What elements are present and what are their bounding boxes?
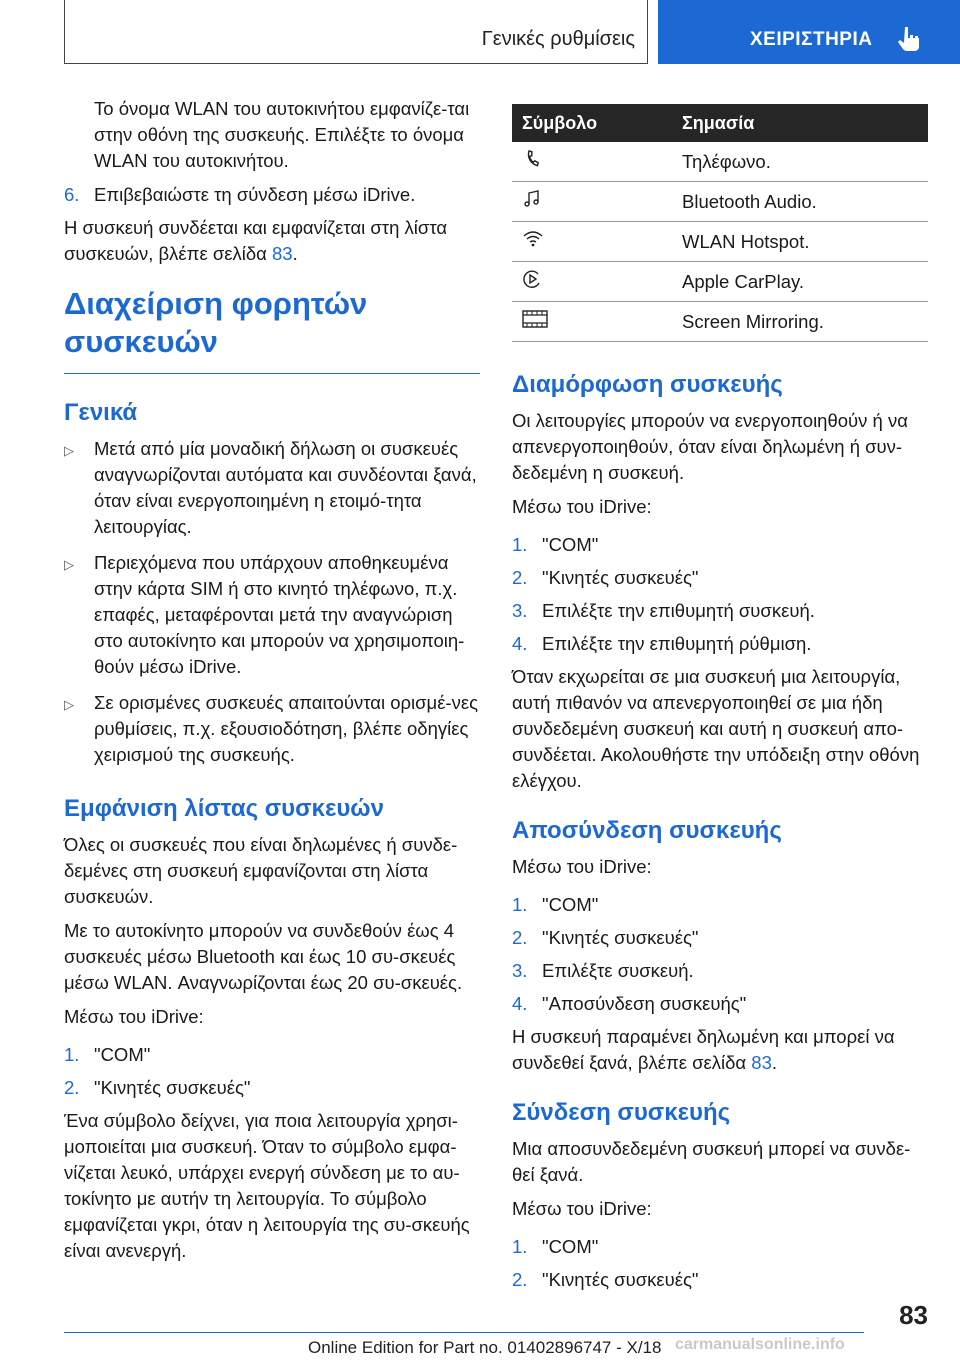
general-heading: Γενικά	[64, 399, 138, 426]
config-p2: Όταν εκχωρείται σε μια συσκευή μια λειτουργία, αυτή πιθανόν να απενεργοποιηθεί σε μια ήδη συνδεδεμένη συσκευή και αυτή η συσκευή απο-συνδέεται. Ακολουθήστε την υπόδειξη στην οθόνη ελέγχου.	[512, 666, 920, 791]
screen-mirroring-icon	[522, 309, 548, 329]
pointing-hand-icon	[896, 24, 924, 52]
left-column	[64, 96, 480, 1272]
disconnect-p: Η συσκευή παραμένει δηλωμένη και μπορεί να συνδεθεί ξανά, βλέπε σελίδα 83.	[512, 1026, 895, 1073]
connected-text: Η συσκευή συνδέεται και εμφανίζεται στη λίστα συσκευών, βλέπε σελίδα 83.	[64, 217, 448, 264]
header-section-box	[64, 0, 648, 64]
device-list-heading: Εμφάνιση λίστας συσκευών	[64, 795, 384, 822]
via-idrive: Μέσω του iDrive:	[512, 1198, 652, 1219]
bullet-item: ▷ Μετά από μία μοναδική δήλωση οι συσκευές αναγνωρίζονται αυτόματα και συνδέονται ξανά, όταν είναι ενεργοποιημένη η ετοιμό-τητα λειτουργίας.	[64, 436, 480, 540]
wlan-intro-text: Το όνομα WLAN του αυτοκινήτου εμφανίζε-ται στην οθόνη της συσκευής. Επιλέξτε το όνομα WLAN του αυτοκινήτου.	[94, 98, 470, 171]
watermark: carmanualsonline.info	[675, 1336, 845, 1353]
step-2: 2. "Κινητές συσκευές"	[64, 1077, 251, 1098]
connect-heading: Σύνδεση συσκευής	[512, 1099, 731, 1126]
disconnect-step: 4. "Αποσύνδεση συσκευής"	[512, 993, 747, 1014]
symbol-table	[512, 104, 928, 342]
config-p1: Οι λειτουργίες μπορούν να ενεργοποιηθούν ή να απενεργοποιηθούν, όταν είναι δηλωμένη ή συν-δεδεμένη η συσκευή.	[512, 410, 908, 483]
table-row: Screen Mirroring.	[512, 302, 928, 342]
via-idrive: Μέσω του iDrive:	[512, 496, 652, 517]
header-chapter-title: ΧΕΙΡΙΣΤΗΡΙΑ	[750, 29, 873, 50]
header-section-title: Γενικές ρυθμίσεις	[481, 28, 635, 50]
step-1: 1. "COM"	[64, 1044, 151, 1065]
symbol-column-header: Σύμβολο	[512, 104, 672, 142]
main-title-block	[64, 285, 480, 374]
device-list-p2: Με το αυτοκίνητο μπορούν να συνδεθούν έως 4 συσκευές μέσω Bluetooth και έως 10 συ-σκευές μέσω WLAN. Αναγνωρίζονται έως 20 συ-σκευές.	[64, 920, 463, 993]
via-idrive: Μέσω του iDrive:	[64, 1006, 204, 1027]
right-column	[512, 104, 928, 1300]
footer-divider	[64, 1332, 864, 1333]
disconnect-step: 1. "COM"	[512, 894, 599, 915]
device-list-p1: Όλες οι συσκευές που είναι δηλωμένες ή συνδε-δεμένες στη συσκευή εμφανίζονται στη λίστα συσκευών.	[64, 834, 458, 907]
main-title: Διαχείριση φορητών συσκευών	[64, 286, 368, 359]
connect-step: 2. "Κινητές συσκευές"	[512, 1269, 699, 1290]
play-circle-icon	[522, 269, 542, 289]
triangle-bullet-icon: ▷	[64, 443, 74, 458]
bullet-item: ▷ Περιεχόμενα που υπάρχουν αποθηκευμένα στην κάρτα SIM ή στο κινητό τηλέφωνο, π.χ. επαφές, μεταφέρονται μετά την αναγνώριση στο αυτοκίνητο και μπορούν να χρησιμοποιη-θούν μέσω iDrive.	[64, 550, 480, 680]
table-row: Τηλέφωνο.	[512, 142, 928, 182]
meaning-column-header: Σημασία	[672, 104, 928, 142]
page-link[interactable]: 83	[272, 243, 293, 264]
symbol-explanation: Ένα σύμβολο δείχνει, για ποια λειτουργία χρησι-μοποιείται μια συσκευή. Όταν το σύμβολο εμφα-νίζεται λευκό, υπάρχει ενεργή σύνδεση με το αυ-τοκίνητο με αυτήν τη λειτουργία. Το σύμβολο εμφανίζεται γκρι, όταν η λειτουργία της συ-σκευής είναι ανενεργή.	[64, 1110, 470, 1261]
triangle-bullet-icon: ▷	[64, 557, 74, 572]
disconnect-heading: Αποσύνδεση συσκευής	[512, 817, 782, 844]
bullet-item: ▷ Σε ορισμένες συσκευές απαιτούνται ορισμέ-νες ρυθμίσεις, π.χ. εξουσιοδότηση, βλέπε οδηγίες χειρισμού της συσκευής.	[64, 690, 480, 768]
config-step: 4. Επιλέξτε την επιθυμητή ρύθμιση.	[512, 633, 812, 654]
music-note-icon	[522, 189, 542, 209]
header-chapter-box	[658, 0, 960, 64]
triangle-bullet-icon: ▷	[64, 697, 74, 712]
table-row: Bluetooth Audio.	[512, 182, 928, 222]
config-step: 3. Επιλέξτε την επιθυμητή συσκευή.	[512, 600, 815, 621]
page-number: 83	[899, 1300, 928, 1330]
page-link[interactable]: 83	[751, 1052, 772, 1073]
via-idrive: Μέσω του iDrive:	[512, 856, 652, 877]
disconnect-step: 3. Επιλέξτε συσκευή.	[512, 960, 694, 981]
step-text: Επιβεβαιώστε τη σύνδεση μέσω iDrive.	[94, 184, 416, 205]
phone-icon	[522, 149, 542, 169]
config-step: 2. "Κινητές συσκευές"	[512, 567, 699, 588]
disconnect-step: 2. "Κινητές συσκευές"	[512, 927, 699, 948]
table-row: WLAN Hotspot.	[512, 222, 928, 262]
table-row: Apple CarPlay.	[512, 262, 928, 302]
step-number: 6.	[64, 184, 80, 205]
config-heading: Διαμόρφωση συσκευής	[512, 371, 783, 398]
footer-edition: Online Edition for Part no. 01402896747 - X/18	[308, 1338, 662, 1357]
config-step: 1. "COM"	[512, 534, 599, 555]
wifi-icon	[522, 229, 544, 249]
step-6	[64, 182, 480, 208]
connect-step: 1. "COM"	[512, 1236, 599, 1257]
connect-p: Μια αποσυνδεδεμένη συσκευή μπορεί να συνδε-θεί ξανά.	[512, 1138, 911, 1185]
